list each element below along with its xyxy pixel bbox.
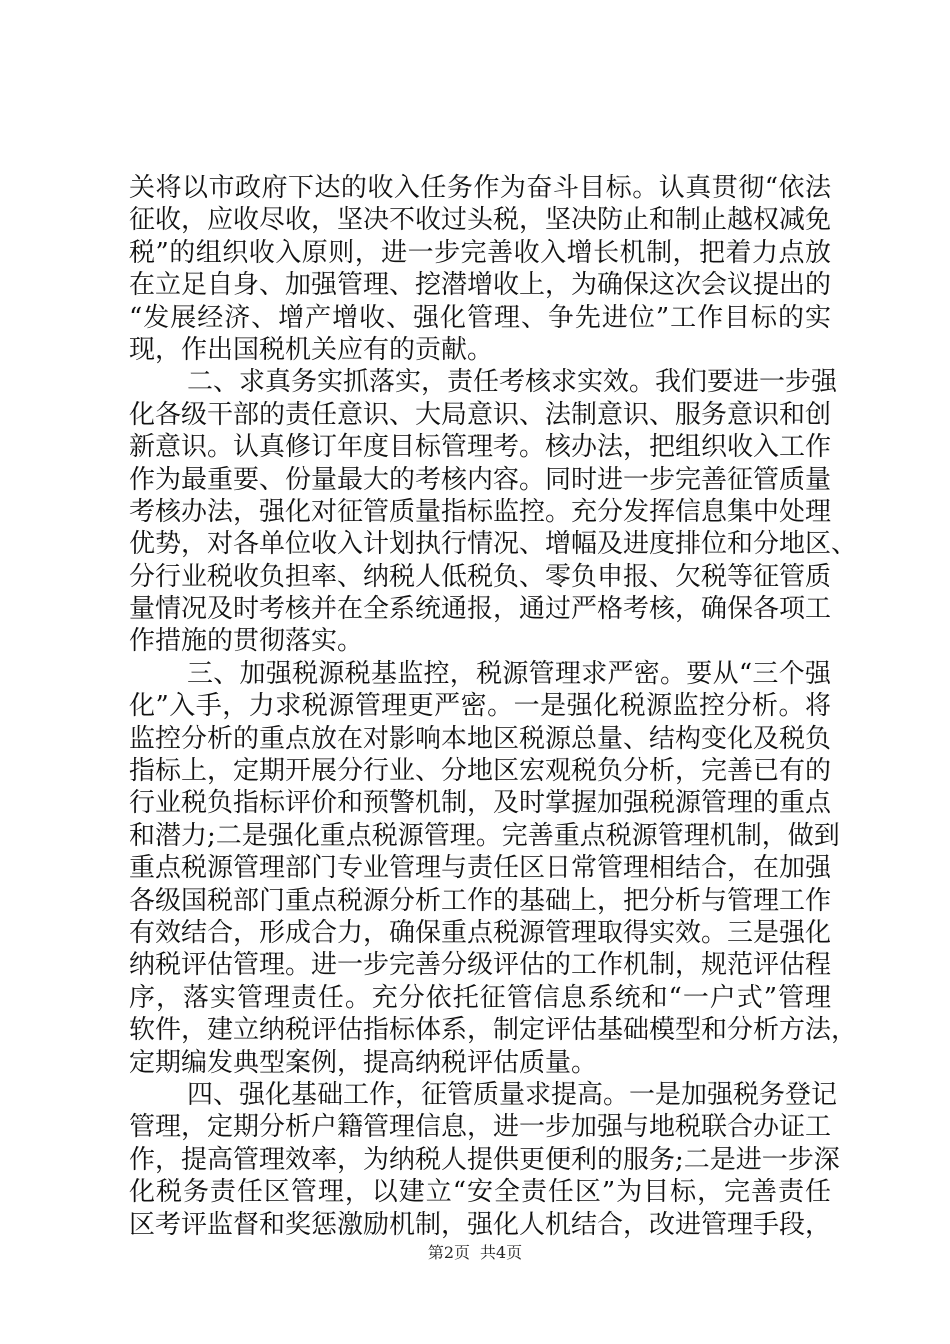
paragraph bbox=[129, 658, 858, 1079]
text-line: 重点税源管理部门专业管理与责任区日常管理相结合，在加强 bbox=[129, 853, 832, 884]
text-line: 税”的组织收入原则，进一步完善收入增长机制，把着力点放 bbox=[129, 237, 831, 268]
text-line: 各级国税部门重点税源分析工作的基础上，把分析与管理工作 bbox=[129, 885, 832, 916]
text-line: 三、加强税源税基监控，税源管理求严密。要从“三个强 bbox=[187, 658, 831, 689]
text-line: 软件，建立纳税评估指标体系，制定评估基础模型和分析方法， bbox=[129, 1015, 858, 1046]
text-line: 考核办法，强化对征管质量指标监控。充分发挥信息集中处理 bbox=[129, 496, 832, 527]
paragraph bbox=[129, 366, 858, 658]
text-line: 量情况及时考核并在全系统通报，通过严格考核，确保各项工 bbox=[129, 594, 832, 625]
text-line: 四、强化基础工作，征管质量求提高。一是加强税务登记 bbox=[187, 1079, 838, 1110]
text-line: 监控分析的重点放在对影响本地区税源总量、结构变化及税负 bbox=[129, 723, 832, 754]
text-line: 新意识。认真修订年度目标管理考。核办法，把组织收入工作 bbox=[129, 432, 832, 463]
text-line: 化各级干部的责任意识、大局意识、法制意识、服务意识和创 bbox=[129, 399, 832, 430]
text-line: 有效结合，形成合力，确保重点税源管理取得实效。三是强化 bbox=[129, 917, 832, 948]
text-line: 二、求真务实抓落实，责任考核求实效。我们要进一步强 bbox=[187, 367, 838, 398]
page-footer bbox=[0, 1243, 950, 1263]
text-line: 区考评监督和奖惩激励机制，强化人机结合，改进管理手段， bbox=[129, 1209, 832, 1240]
text-line: 作措施的贯彻落实。 bbox=[129, 626, 364, 657]
page-number: 第2页 bbox=[427, 1243, 470, 1262]
text-line: 序，落实管理责任。充分依托征管信息系统和“一户式”管理 bbox=[129, 982, 831, 1013]
text-line: 定期编发典型案例，提高纳税评估质量。 bbox=[129, 1047, 598, 1078]
paragraph bbox=[129, 172, 831, 366]
text-line: 指标上，定期开展分行业、分地区宏观税负分析，完善已有的 bbox=[129, 756, 832, 787]
page-total: 共4页 bbox=[480, 1243, 523, 1262]
text-line: 现，作出国税机关应有的贡献。 bbox=[129, 334, 494, 365]
document-body bbox=[129, 172, 858, 1241]
text-line: 行业税负指标评价和预警机制，及时掌握加强税源管理的重点 bbox=[129, 788, 832, 819]
text-line: 关将以市政府下达的收入任务作为奋斗目标。认真贯彻“依法 bbox=[129, 173, 831, 203]
text-line: 化”入手，力求税源管理更严密。一是强化税源监控分析。将 bbox=[129, 691, 831, 722]
text-line: 在立足自身、加强管理、挖潜增收上，为确保这次会议提出的 bbox=[129, 270, 832, 301]
text-line: “发展经济、增产增收、强化管理、争先进位”工作目标的实 bbox=[129, 302, 831, 333]
text-line: 优势，对各单位收入计划执行情况、增幅及进度排位和分地区、 bbox=[129, 529, 858, 560]
paragraph bbox=[129, 1079, 840, 1241]
text-line: 作，提高管理效率，为纳税人提供更便利的服务;二是进一步深 bbox=[129, 1144, 840, 1175]
text-line: 征收，应收尽收，坚决不收过头税，坚决防止和制止越权减免 bbox=[129, 205, 832, 236]
text-line: 和潜力;二是强化重点税源管理。完善重点税源管理机制，做到 bbox=[129, 820, 840, 851]
text-line: 纳税评估管理。进一步完善分级评估的工作机制，规范评估程 bbox=[129, 950, 832, 981]
text-line: 管理，定期分析户籍管理信息，进一步加强与地税联合办证工 bbox=[129, 1112, 832, 1143]
text-line: 化税务责任区管理，以建立“安全责任区”为目标，完善责任 bbox=[129, 1177, 831, 1208]
text-line: 作为最重要、份量最大的考核内容。同时进一步完善征管质量 bbox=[129, 464, 832, 495]
text-line: 分行业税收负担率、纳税人低税负、零负申报、欠税等征管质 bbox=[129, 561, 832, 592]
